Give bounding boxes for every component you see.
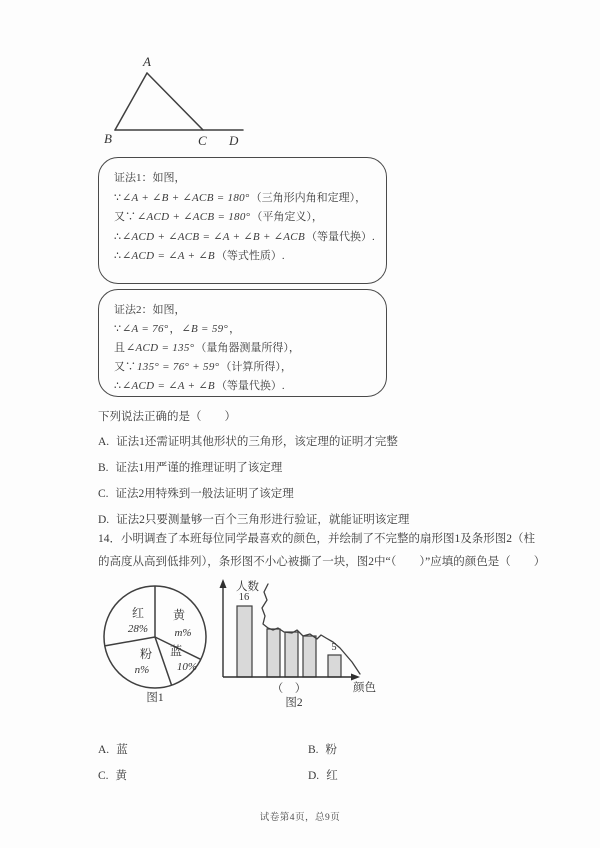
pie-pct-red: 28% bbox=[127, 623, 149, 635]
q13-stem: 下列说法正确的是（ ） bbox=[98, 411, 236, 423]
math-expression: ∠ACD + ∠ACB = 180° bbox=[137, 211, 251, 223]
proof-line bbox=[114, 228, 378, 248]
math-expression: ∠ACD = ∠A + ∠B bbox=[122, 380, 215, 392]
option-text: 红 bbox=[326, 770, 338, 782]
pie-label-yellow: 黄 bbox=[172, 608, 186, 622]
bar-4-torn bbox=[303, 636, 316, 677]
proof-line bbox=[114, 320, 378, 339]
q14-option-a bbox=[98, 741, 128, 757]
y-axis-label: 人数 bbox=[236, 581, 259, 593]
text-run: （量角器测量所得）， bbox=[195, 342, 300, 354]
text-run: ∵ bbox=[114, 191, 121, 204]
vertex-a-label: A bbox=[143, 54, 151, 69]
pie-pct-pink: n% bbox=[134, 664, 150, 676]
proof-line bbox=[114, 247, 378, 267]
bar-3-torn bbox=[285, 632, 298, 677]
proof-line bbox=[114, 189, 378, 209]
bar-1 bbox=[237, 606, 252, 677]
proof-line bbox=[114, 377, 378, 396]
q14-stem-line2: 的高度从高到低排列），条形图不小心被撕了一块，图2中“（ ）”应填的颜色是（ ） bbox=[98, 556, 546, 568]
page-footer: 试卷第4页，总9页 bbox=[259, 813, 341, 823]
text-run: （等式性质）. bbox=[215, 250, 285, 262]
math-expression: ∠A + ∠B + ∠ACB = 180° bbox=[122, 191, 250, 204]
option-label: D. bbox=[308, 770, 320, 782]
text-run: （等量代换）. bbox=[215, 380, 285, 392]
math-expression: ∠B = 59° bbox=[181, 323, 229, 335]
text-run: ∴ bbox=[114, 250, 121, 262]
vertex-b-label: B bbox=[104, 131, 112, 146]
y-axis-arrow bbox=[220, 579, 227, 588]
bars bbox=[237, 606, 341, 677]
option-text: 证法2用特殊到一般法证明了该定理 bbox=[115, 488, 294, 500]
x-axis-label: 颜色 bbox=[353, 682, 376, 694]
pie-pct-blue: 10% bbox=[176, 661, 198, 673]
option-label: B. bbox=[308, 744, 319, 756]
option-label: A. bbox=[98, 744, 110, 756]
proof-box-2 bbox=[98, 289, 387, 397]
q13-option-a bbox=[98, 433, 398, 449]
pie-chart-figure1 bbox=[100, 584, 214, 706]
pie-divider-pink-red bbox=[105, 637, 155, 646]
text-run: 且 bbox=[114, 342, 125, 354]
text-run: ∴ bbox=[114, 380, 121, 392]
math-expression: ∠ACD = 135° bbox=[126, 342, 195, 354]
text-run: ∴ bbox=[114, 230, 121, 243]
proof-box-1 bbox=[98, 157, 387, 284]
text-run: （平角定义）， bbox=[251, 211, 323, 223]
option-text: 蓝 bbox=[116, 744, 128, 756]
option-text: 黄 bbox=[115, 770, 128, 782]
text-run: （等量代换）. bbox=[305, 230, 375, 243]
q13-option-c bbox=[98, 485, 294, 501]
x-axis-arrow bbox=[351, 674, 360, 681]
q13-option-b bbox=[98, 459, 282, 475]
q14-stem-line1: 14．小明调查了本班每位同学最喜欢的颜色，并绘制了不完整的扇形图1及条形图2（柱 bbox=[98, 533, 535, 545]
text-run: 又∵ bbox=[114, 361, 136, 373]
pie-label-pink: 粉 bbox=[139, 647, 153, 661]
triangle-figure bbox=[100, 52, 250, 148]
math-expression: ∠A = 76° bbox=[122, 323, 169, 335]
text-run: 又∵ bbox=[114, 211, 136, 223]
bar-2-torn bbox=[267, 629, 280, 677]
option-label: A. bbox=[98, 436, 110, 448]
q13-option-d bbox=[98, 511, 409, 527]
pie-label-blue: 蓝 bbox=[169, 644, 183, 658]
figure2-caption: 图2 bbox=[285, 697, 303, 709]
point-d-label: D bbox=[229, 133, 239, 148]
text-run: ∵ bbox=[114, 323, 121, 335]
proof-line bbox=[114, 339, 378, 358]
q14-option-d bbox=[308, 767, 338, 783]
option-text: 证法1还需证明其他形状的三角形，该定理的证明才完整 bbox=[116, 436, 398, 448]
proof-line bbox=[114, 208, 378, 228]
proof-line bbox=[114, 169, 378, 189]
torn-category-placeholder: （ ） bbox=[271, 683, 307, 695]
q14-option-b bbox=[308, 741, 337, 757]
math-expression: ∠ACD = ∠A + ∠B bbox=[122, 250, 215, 262]
proof-line bbox=[114, 358, 378, 377]
text-run: 证法2：如图， bbox=[114, 304, 186, 316]
text-run: （计算所得）， bbox=[220, 361, 292, 373]
proof-line bbox=[114, 301, 378, 320]
q14-option-c bbox=[98, 767, 127, 783]
bar-5-value: 5 bbox=[331, 642, 337, 653]
figure1-caption: 图1 bbox=[146, 692, 164, 704]
option-text: 证法2只要测量够一百个三角形进行验证，就能证明该定理 bbox=[116, 514, 410, 526]
option-label: C. bbox=[98, 770, 109, 782]
math-expression: ∠ACD + ∠ACB = ∠A + ∠B + ∠ACB bbox=[122, 230, 305, 243]
bar-1-value: 16 bbox=[238, 592, 250, 603]
text-run: ， bbox=[229, 323, 241, 335]
option-label: D. bbox=[98, 514, 110, 526]
triangle-side-ab bbox=[115, 73, 147, 130]
math-expression: 135° = 76° + 59° bbox=[137, 361, 220, 373]
text-run: 证法1：如图， bbox=[114, 172, 186, 184]
text-run: （三角形内角和定理）， bbox=[250, 191, 367, 204]
option-text: 证法1用严谨的推理证明了该定理 bbox=[115, 462, 283, 474]
triangle-side-ac bbox=[147, 73, 203, 130]
option-text: 粉 bbox=[325, 744, 338, 756]
pie-pct-yellow: m% bbox=[174, 627, 192, 639]
bar-chart-figure2 bbox=[216, 578, 386, 710]
pie-label-red: 红 bbox=[131, 606, 145, 620]
bar-5 bbox=[328, 655, 341, 677]
option-label: C. bbox=[98, 488, 109, 500]
text-run: ， bbox=[169, 323, 181, 335]
triangle-lines bbox=[115, 73, 243, 130]
option-label: B. bbox=[98, 462, 109, 474]
vertex-c-label: C bbox=[198, 133, 207, 148]
